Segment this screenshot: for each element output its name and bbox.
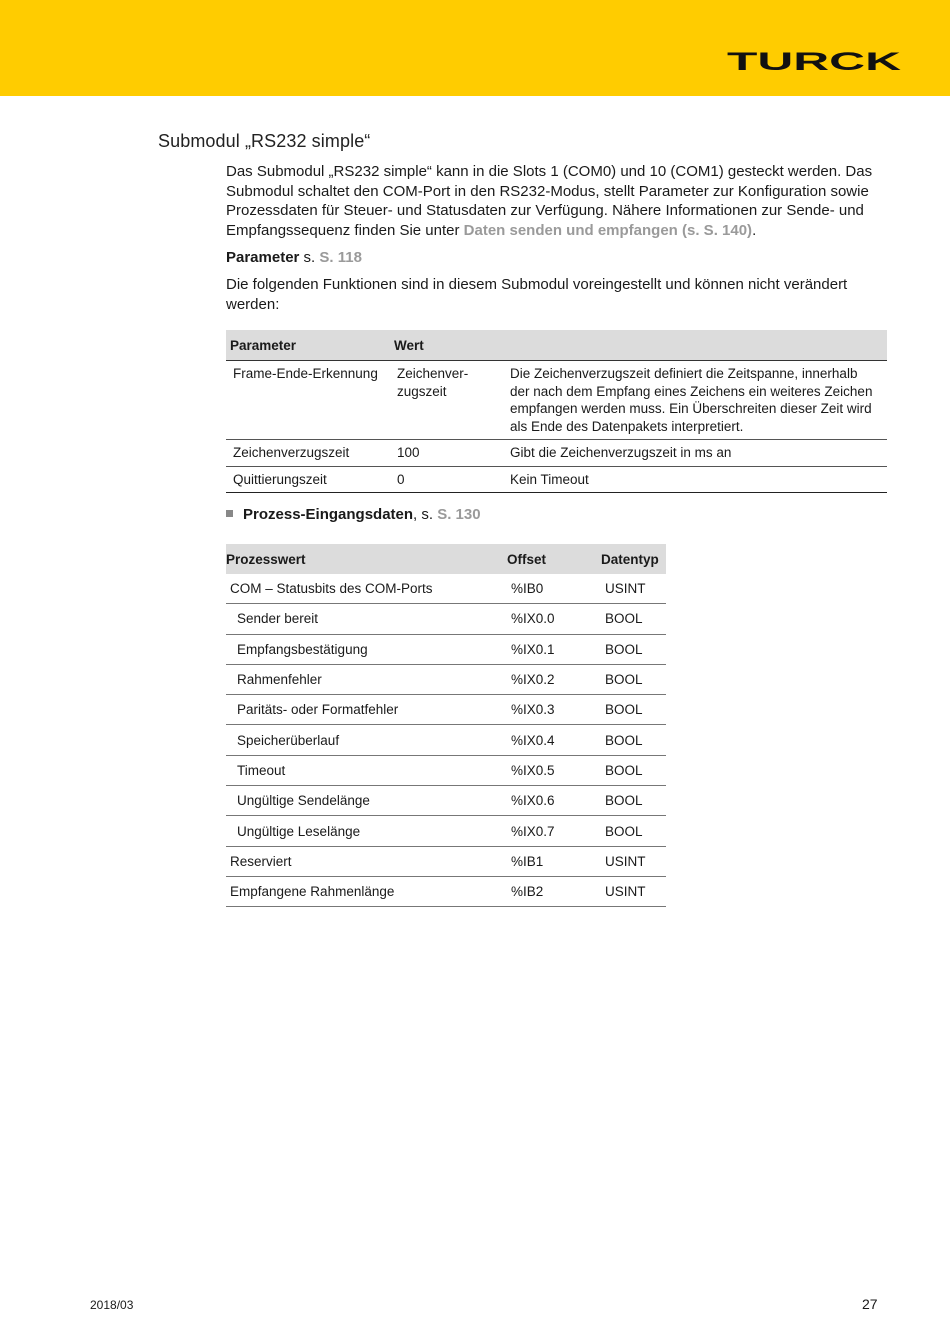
cell-prozesswert: Sender bereit [226,604,507,634]
intro-paragraph [226,162,888,240]
cell-datentyp: USINT [601,846,666,876]
table-row [226,725,666,755]
col-header-offset: Offset [507,544,601,574]
parameter-reference [226,248,362,268]
cell-offset: %IX0.5 [507,755,601,785]
cell-prozesswert: Ungültige Sendelänge [226,786,507,816]
process-label: Prozess-Eingangsdaten [243,506,414,523]
page-number: 27 [862,1296,878,1312]
cell-prozesswert: Empfangsbestätigung [226,634,507,664]
cell-offset: %IX0.4 [507,725,601,755]
cell-offset: %IX0.7 [507,816,601,846]
cell-datentyp: BOOL [601,604,666,634]
cell-wert: 100 [390,440,503,467]
col-header-datentyp: Datentyp [601,544,666,574]
cell-offset: %IB1 [507,846,601,876]
col-header-parameter: Parameter [226,330,390,361]
preset-paragraph: Die folgenden Funktionen sind in diesem Submodul voreingestellt und können nicht verändert werden: [226,276,848,313]
table-header-row [226,330,887,361]
table-row [226,786,666,816]
intro-text: Das Submodul „RS232 simple“ kann in die Slots 1 (COM0) und 10 (COM1) gesteckt werden. Das Submodul schaltet den COM-Port in den RS232-Modus, stellt Parameter zur Konfiguration sowie Prozessdaten für Steuer- und Statusdaten zur Verfügung. Nähere Informationen zur Sende- und Empfangssequenz finden Sie unter [226,163,873,239]
cell-wert: 0 [390,466,503,493]
cell-prozesswert: Reserviert [226,846,507,876]
cell-offset: %IB0 [507,574,601,604]
table-row [226,466,887,493]
cell-datentyp: BOOL [601,725,666,755]
link-daten-senden[interactable]: Daten senden und empfangen (s. S. 140) [463,221,753,239]
cell-offset: %IX0.2 [507,664,601,694]
turck-logo [726,48,902,72]
table-row [226,816,666,846]
footer-date: 2018/03 [90,1298,134,1312]
link-process-page[interactable]: S. 130 [437,506,481,523]
cell-prozesswert: Speicherüberlauf [226,725,507,755]
table-row [226,664,666,694]
table-row [226,634,666,664]
cell-datentyp: USINT [601,574,666,604]
cell-offset: %IX0.1 [507,634,601,664]
col-header-prozesswert: Prozesswert [226,544,507,574]
cell-description: Gibt die Zeichenverzugszeit in ms an [503,440,887,467]
cell-datentyp: USINT [601,876,666,906]
table-row [226,361,887,440]
cell-wert: Zeichenver- zugszeit [390,361,503,440]
process-prefix: , s. [413,506,438,523]
table-row [226,604,666,634]
col-header-wert: Wert [390,330,503,361]
brand-text: TURCK [727,48,901,72]
cell-prozesswert: Paritäts- oder Formatfehler [226,695,507,725]
table-row [226,695,666,725]
cell-offset: %IB2 [507,876,601,906]
cell-prozesswert: Timeout [226,755,507,785]
process-input-table [226,544,666,907]
link-parameter-page[interactable]: S. 118 [319,249,362,266]
cell-parameter: Quittierungszeit [226,466,390,493]
cell-offset: %IX0.0 [507,604,601,634]
table-row [226,755,666,785]
col-header-description [503,330,887,361]
intro-end: . [752,221,757,239]
cell-datentyp: BOOL [601,755,666,785]
cell-datentyp: BOOL [601,786,666,816]
cell-prozesswert: Empfangene Rahmenlänge [226,876,507,906]
cell-offset: %IX0.6 [507,786,601,816]
cell-description: Kein Timeout [503,466,887,493]
table-row [226,574,666,604]
cell-datentyp: BOOL [601,634,666,664]
cell-datentyp: BOOL [601,816,666,846]
table-row [226,440,887,467]
cell-prozesswert: Rahmenfehler [226,664,507,694]
cell-datentyp: BOOL [601,664,666,694]
cell-description: Die Zeichenverzugszeit definiert die Zeitspanne, innerhalb der nach dem Empfang eines Zeichens ein weiteres Zeichen empfangen werden muss. Ein Überschreiten dieser Zeit wird als Ende des Datenpakets interpretiert. [503,361,887,440]
parameter-table [226,330,887,493]
parameter-prefix: s. [299,249,320,266]
table-row [226,876,666,906]
cell-parameter: Frame-Ende-Erkennung [226,361,390,440]
cell-prozesswert: COM – Statusbits des COM-Ports [226,574,507,604]
cell-parameter: Zeichenverzugszeit [226,440,390,467]
table-row [226,846,666,876]
cell-prozesswert: Ungültige Leselänge [226,816,507,846]
cell-offset: %IX0.3 [507,695,601,725]
header-band [0,0,950,96]
cell-datentyp: BOOL [601,695,666,725]
bullet-square-icon [226,510,233,517]
table-header-row [226,544,666,574]
parameter-label: Parameter [226,249,300,266]
section-title: Submodul „RS232 simple“ [158,131,371,151]
process-input-reference [226,505,481,525]
